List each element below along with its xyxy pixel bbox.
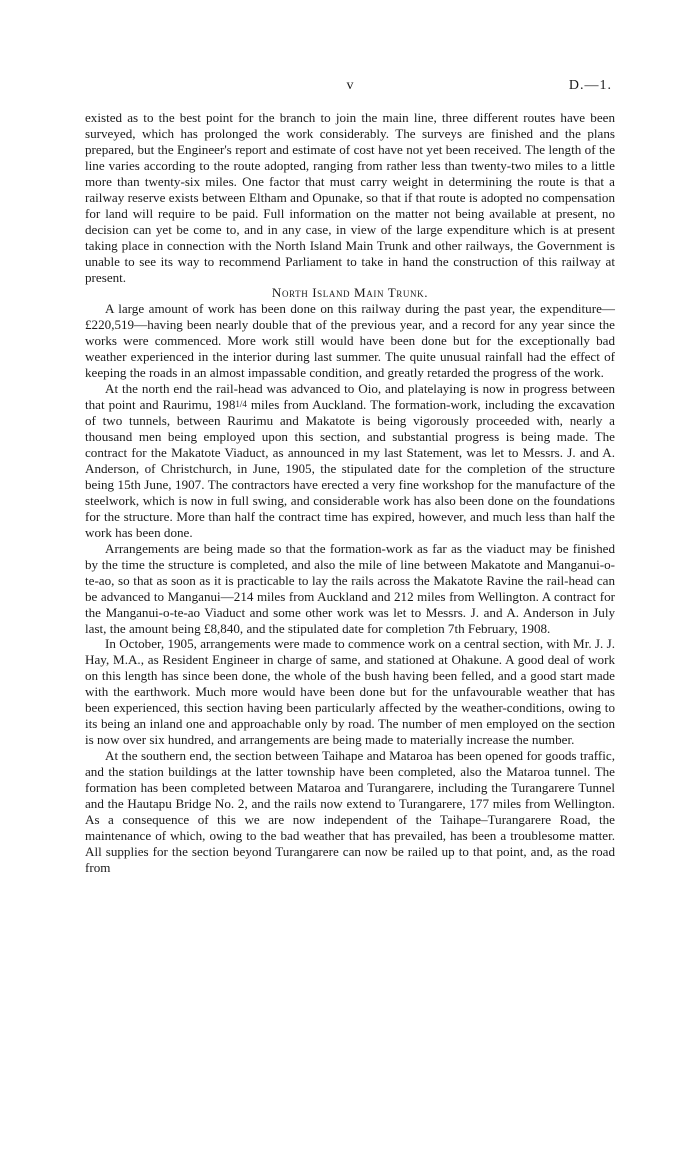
paragraph: In October, 1905, arrangements were made to commence work on a central section, with Mr. J. J. Hay, M.A., as Resident Engineer in charge of same, and stationed at Ohakune. A good deal of work on this length has since been done, the whole of the bush having been felled, and a good start made with the earthwork. Much more would have been done but for the unfavourable weather that has been experienced, this section having been particularly affected by the weather-conditions, owing to its being an inland one and approachable only by road. The number of men employed on the section is now over six hundred, and arrangements are being made to materially increase the number.: [85, 636, 615, 748]
paragraph: At the southern end, the section between Taihape and Mataroa has been opened for goods traffic, and the station buildings at the latter township have been completed, also the Mataroa tunnel. The formation has been completed between Mataroa and Turangarere, including the Turangarere Tunnel and the Hautapu Bridge No. 2, and the rails now extend to Turangarere, 177 miles from Wellington. As a consequence of this we are now independent of the Taihape–Turangarere Road, the maintenance of which, owing to the bad weather that has prevailed, has been a troublesome matter. All supplies for the section beyond Turangarere can now be railed up to that point, and, as the road from: [85, 748, 615, 875]
document-reference: D.—1.: [568, 78, 612, 93]
fraction: 1/4: [235, 399, 247, 410]
document-body: [85, 110, 615, 876]
paragraph-continued: existed as to the best point for the branch to join the main line, three different routes have been surveyed, which has prolonged the work considerably. The surveys are finished and the plans prepared, but the Engineer's report and estimate of cost have not yet been received. The length of the line varies according to the route adopted, ranging from rather less than twenty-two miles to a little more than twenty-six miles. One factor that must carry weight in determining the route is that a railway reserve exists between Eltham and Opunake, so that if that route is adopted no compensation for land will require to be paid. Full information on the matter not being available at present, no decision can yet be come to, and in any case, in view of the large expenditure which is at present taking place in connection with the North Island Main Trunk and other railways, the Government is unable to see its way to recommend Parliament to take in hand the construction of this railway at present.: [85, 110, 615, 285]
page-header: [0, 78, 700, 98]
paragraph: [85, 381, 615, 541]
paragraph: Arrangements are being made so that the formation-work as far as the viaduct may be finished by the time the structure is completed, and also the mile of line between Makatote and Manganui-o-te-ao, so that as soon as it is practicable to lay the rails across the Makatote Ravine the rail-head can be advanced to Manganui—214 miles from Auckland and 212 miles from Wellington. A contract for the Manganui-o-te-ao Viaduct and some other work was let to Messrs. J. and A. Anderson in July last, the amount being £8,840, and the stipulated date for completion 7th February, 1908.: [85, 540, 615, 636]
paragraph-text: At the north end the rail-head was advanced to Oio, and platelaying is now in progress between that point and Raurimu, 198: [85, 381, 615, 413]
section-heading: North Island Main Trunk.: [271, 285, 429, 301]
paragraph-text: miles from Auckland. The formation-work, including the excavation of two tunnels, between Raurimu and Makatote is being vigorously proceeded with, nearly a thousand men being employed upon this section, and substantial progress is being made. The contract for the Makatote Viaduct, as announced in my last Statement, was let to Messrs. J. and A. Anderson, of Christchurch, in June, 1905, the stipulated date for the completion of the structure being 15th June, 1907. The contractors have erected a very fine workshop for the manufacture of the steelwork, which is now in full swing, and considerable work has also been done on the foundations for the structure. More than half the contract time has expired, however, and much less than half the work has been done.: [85, 397, 615, 540]
paragraph: A large amount of work has been done on this railway during the past year, the expenditure—£220,519—having been nearly double that of the previous year, and a record for any year since the works were commenced. More work still would have been done but for the exceptionally bad weather experienced in the interior during last summer. The quite unusual rainfall had the effect of keeping the roads in an almost impassable condition, and greatly retarded the progress of the work.: [85, 301, 615, 381]
page-number: v: [346, 78, 354, 93]
